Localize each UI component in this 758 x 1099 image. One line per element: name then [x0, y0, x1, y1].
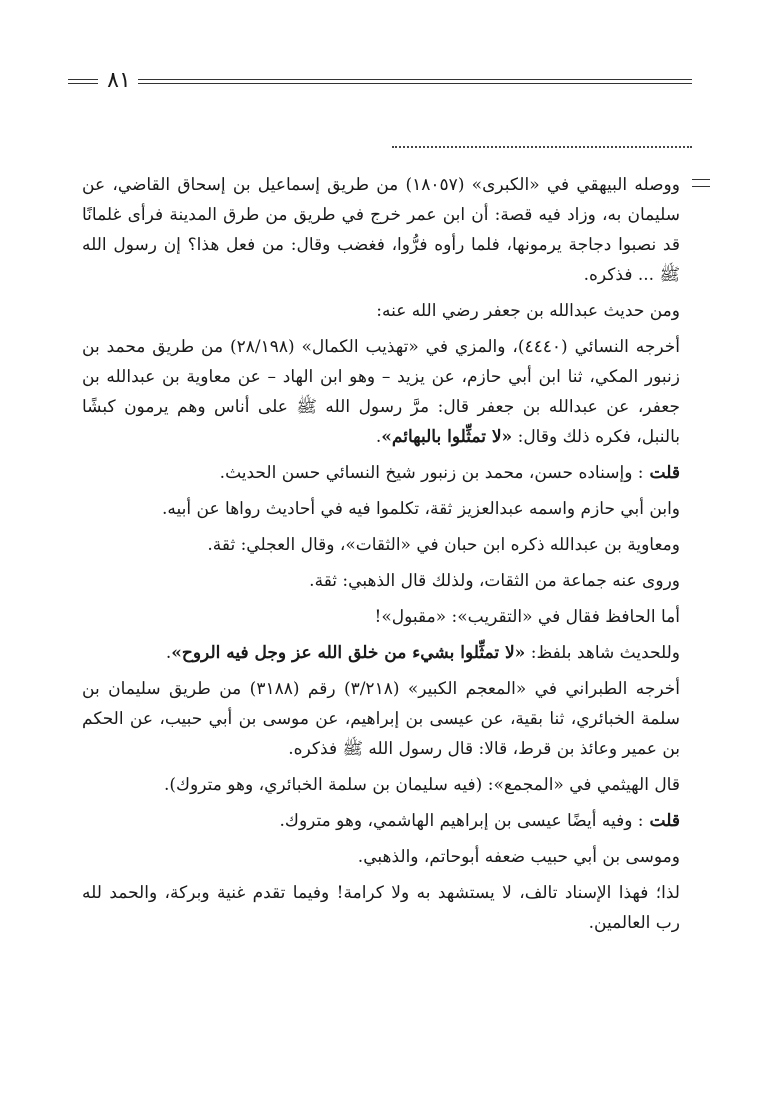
paragraph: وروى عنه جماعة من الثقات، ولذلك قال الذهبي: ثقة. — [309, 571, 680, 591]
paragraph — [82, 458, 680, 488]
qultu-label: قلت — [649, 811, 680, 831]
paragraph-text: أخرجه النسائي (٤٤٤٠)، والمزي في «تهذيب الكمال» (٢٨/١٩٨) من طريق محمد بن زنبور المكي، ثنا ابن أبي حازم، عن يزيد – وهو ابن الهاد – عن معاوية بن عبدالله بن جعفر، عن عبدالله بن جعفر قال: مرَّ رسول الله ﷺ على أناس وهم يرمون كبشًا بالنبل، فكره ذلك وقال: — [82, 337, 680, 447]
hadith-quote: «لا تمثِّلوا بالبهائم» — [381, 427, 513, 447]
footnote-separator — [392, 146, 692, 148]
paragraph: أخرجه الطبراني في «المعجم الكبير» (٣/٢١٨) رقم (٣١٨٨) من طريق سليمان بن سلمة الخبائري، ثنا بقية، عن عيسى بن إبراهيم، عن موسى بن أبي حبيب، عن الحكم بن عمير وعائذ بن قرط، قالا: قال رسول الله ﷺ فذكره. — [82, 679, 680, 759]
paragraph-text: : وفيه أيضًا عيسى بن إبراهيم الهاشمي، وهو متروك. — [279, 811, 644, 831]
footnote-body — [82, 170, 680, 944]
paragraph-text: . — [375, 427, 382, 447]
paragraph-text: وللحديث شاهد بلفظ: — [525, 643, 680, 663]
paragraph-text: : وإسناده حسن، محمد بن زنبور شيخ النسائي حسن الحديث. — [219, 463, 644, 483]
paragraph-text: . — [165, 643, 172, 663]
paragraph: لذا؛ فهذا الإسناد تالف، لا يستشهد به ولا كرامة! وفيما تقدم غنية وبركة، والحمد لله رب العالمين. — [82, 883, 680, 933]
paragraph: وابن أبي حازم واسمه عبدالعزيز ثقة، تكلموا فيه في أحاديث رواها عن أبيه. — [162, 499, 680, 519]
paragraph — [82, 638, 680, 668]
paragraph: وموسى بن أبي حبيب ضعفه أبوحاتم، والذهبي. — [357, 847, 680, 867]
page-number: ٨١ — [107, 68, 131, 93]
paragraph: قال الهيثمي في «المجمع»: (فيه سليمان بن سلمة الخبائري، وهو متروك). — [163, 775, 680, 795]
paragraph: ومعاوية بن عبدالله ذكره ابن حبان في «الثقات»، وقال العجلي: ثقة. — [207, 535, 680, 555]
continuation-mark — [692, 179, 710, 187]
qultu-label: قلت — [649, 463, 680, 483]
header-rule-left — [68, 79, 98, 84]
paragraph: ومن حديث عبدالله بن جعفر رضي الله عنه: — [376, 301, 680, 321]
hadith-quote: «لا تمثِّلوا بشيء من خلق الله عز وجل فيه الروح» — [171, 643, 526, 663]
paragraph: أما الحافظ فقال في «التقريب»: «مقبول»! — [374, 607, 680, 627]
paragraph: ووصله البيهقي في «الكبرى» (١٨٠٥٧) من طريق إسماعيل بن إسحاق القاضي، عن سليمان به، وزاد فيه قصة: أن ابن عمر خرج في طريق من طرق المدينة فرأى غلمانًا قد نصبوا دجاجة يرمونها، فلما رأوه فرُّوا، فغضب وقال: من فعل هذا؟ إن رسول الله ﷺ ... فذكره. — [82, 175, 680, 285]
header-rule-right — [138, 79, 692, 84]
paragraph — [82, 332, 680, 452]
paragraph — [82, 806, 680, 836]
